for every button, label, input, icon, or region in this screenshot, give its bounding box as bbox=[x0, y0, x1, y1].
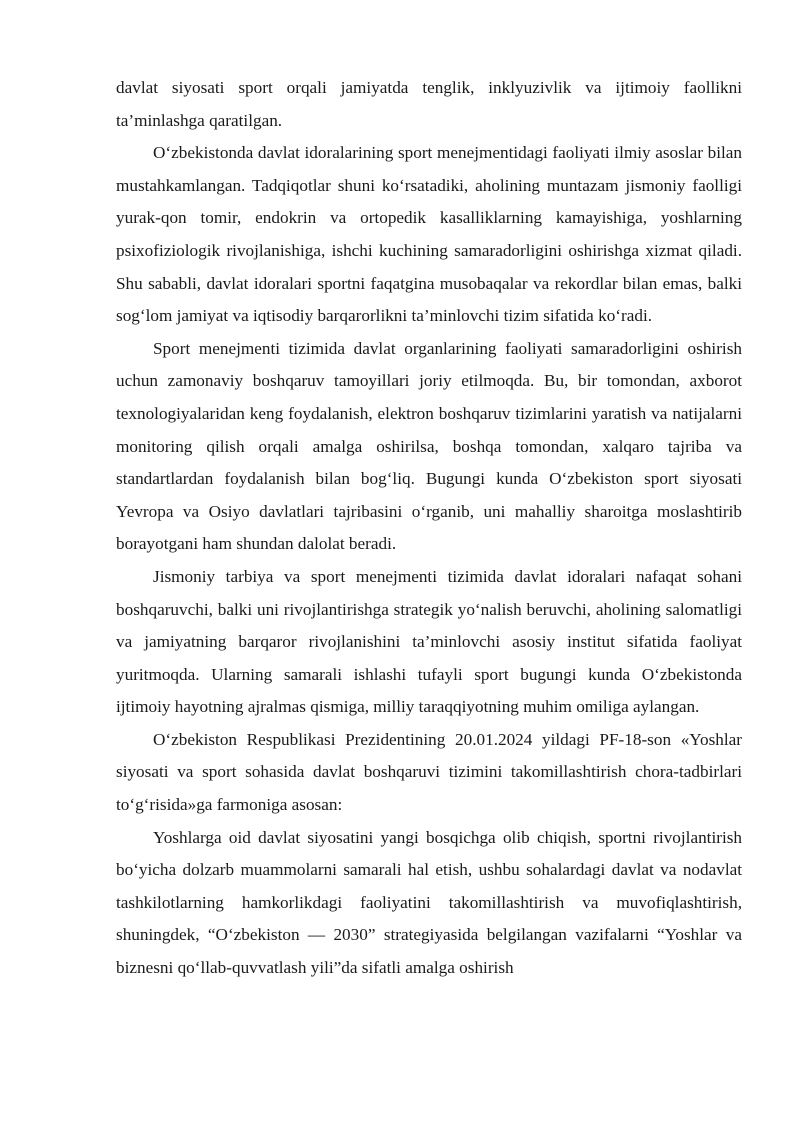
paragraph-state-bodies-scientific-basis: O‘zbekistonda davlat idoralarining sport menejmentidagi faoliyati ilmiy asoslar bilan mustahkamlangan. Tadqiqotlar shuni ko‘rsatadiki, aholining muntazam jismoniy faolligi yurak-qon tomir, endokrin va ortopedik kasalliklarning kamayishiga, yoshlarning psixofiziologik rivojlanishiga, ishchi kuchining samaradorligini oshirishga xizmat qiladi. Shu sababli, davlat idoralari sportni faqatgina musobaqalar va rekordlar bilan emas, balki sog‘lom jamiyat va iqtisodiy barqarorlikni ta’minlovchi tizim sifatida ko‘radi. bbox=[116, 143, 742, 326]
paragraph-state-institutions-role: Jismoniy tarbiya va sport menejmenti tizimida davlat idoralari nafaqat sohani boshqaruvchi, balki uni rivojlantirishga strategik yo‘nalish beruvchi, aholining salomatligi va jamiyatning barqaror rivojlanishini ta’minlovchi asosiy institut sifatida faoliyat yuritmoqda. Ularning samarali ishlashi tufayli sport bugungi kunda O‘zbekistonda ijtimoiy hayotning ajralmas qismiga, milliy taraqqiyotning muhim omiliga aylangan. bbox=[116, 566, 742, 717]
document-body bbox=[116, 72, 742, 985]
paragraph-presidential-decree: O‘zbekiston Respublikasi Prezidentining 20.01.2024 yildagi PF-18-son «Yoshlar siyosati va sport sohasida davlat boshqaruvi tizimini takomillashtirish chora-tadbirlari to‘g‘risida»ga farmoniga asosan: bbox=[116, 729, 742, 815]
paragraph-youth-policy: Yoshlarga oid davlat siyosatini yangi bosqichga olib chiqish, sportni rivojlantirish bo‘yicha dolzarb muammolarni samarali hal etish, ushbu sohalardagi davlat va nodavlat tashkilotlarning hamkorlikdagi faoliyatini takomillashtirish va muvofiqlashtirish, shuningdek, “O‘zbekiston — 2030” strategiyasida belgilangan vazifalarni “Yoshlar va biznesni qo‘llab-quvvatlash yili”da sifatli amalga oshirish bbox=[116, 827, 742, 978]
paragraph-continuation: davlat siyosati sport orqali jamiyatda tenglik, inklyuzivlik va ijtimoiy faollikni ta’minlashga qaratilgan. bbox=[116, 78, 742, 130]
paragraph-management-principles: Sport menejmenti tizimida davlat organlarining faoliyati samaradorligini oshirish uchun zamonaviy boshqaruv tamoyillari joriy etilmoqda. Bu, bir tomondan, axborot texnologiyalaridan keng foydalanish, elektron boshqaruv tizimlarini yaratish va natijalarni monitoring qilish orqali amalga oshirilsa, boshqa tomondan, xalqaro tajriba va standartlardan foydalanish bilan bog‘liq. Bugungi kunda O‘zbekiston sport siyosati Yevropa va Osiyo davlatlari tajribasini o‘rganib, uni mahalliy sharoitga moslashtirib borayotgani ham shundan dalolat beradi. bbox=[116, 338, 742, 554]
